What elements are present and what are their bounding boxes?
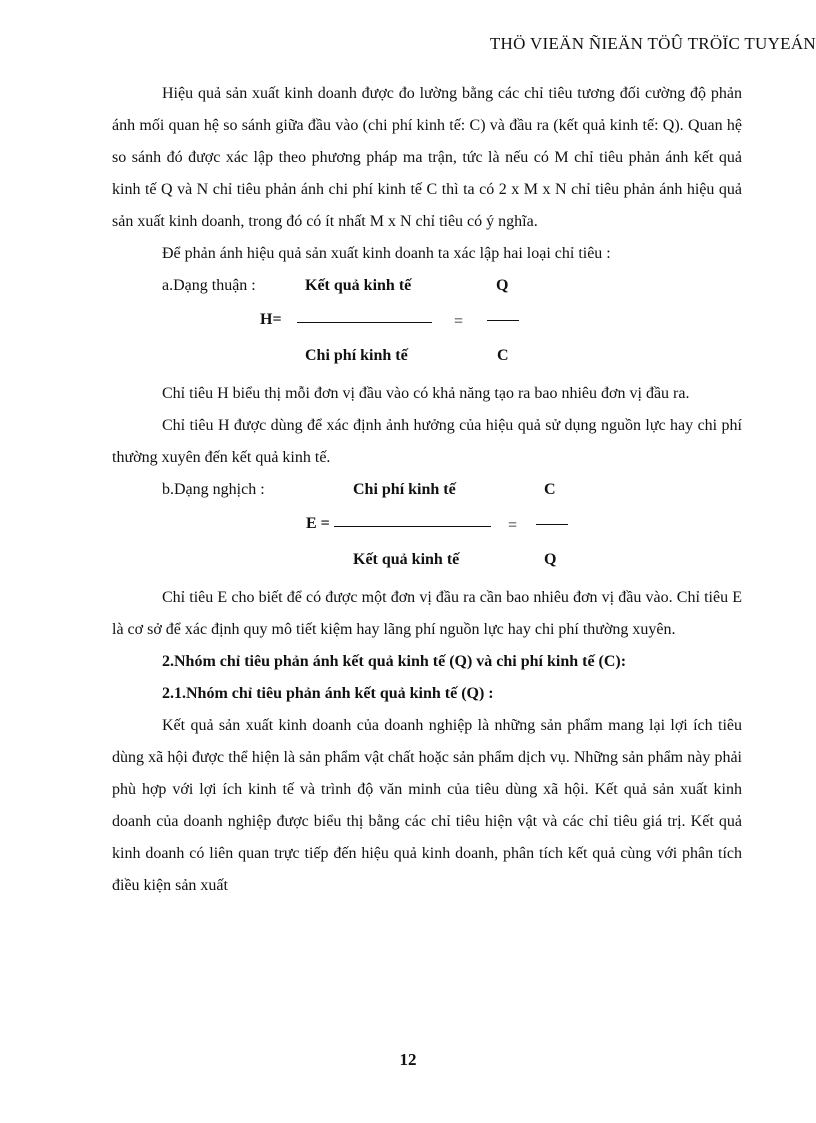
paragraph-two-indicators: Để phản ánh hiệu quả sản xuất kinh doanh ta xác lập hai loại chỉ tiêu : (162, 245, 611, 262)
paragraph-efficiency-definition: Hiệu quả sản xuất kinh doanh được đo lường bằng các chỉ tiêu tương đối cường độ phản ánh mối quan hệ so sánh giữa đầu vào (chi phí kinh tế: C) và đầu ra (kết quả kinh tế: Q). Quan hệ so sánh đó được xác lập theo phương pháp ma trận, tức là nếu có M chỉ tiêu phản ánh kết quả kinh tế Q và N chỉ tiêu phản ánh chi phí kinh tế C thì ta có 2 x M x N chỉ tiêu phản ánh hiệu quả sản xuất kinh doanh, trong đó có ít nhất M x N chỉ tiêu có ý nghĩa. (112, 85, 742, 230)
formula-inverse-lhs: E = (306, 515, 330, 532)
formula-direct (112, 270, 742, 378)
formula-inverse-numerator: Chi phí kinh tế (353, 481, 456, 498)
formula-direct-label: a.Dạng thuận : (162, 277, 256, 294)
page-number: 12 (399, 1050, 417, 1069)
formula-inverse-denominator: Kết quả kinh tế (353, 551, 460, 568)
formula-inverse (112, 474, 742, 582)
heading-section-2-1: 2.1.Nhóm chỉ tiêu phản ánh kết quả kinh tế (Q) : (162, 685, 494, 702)
formula-direct-short-fraction-bar (487, 320, 519, 321)
formula-direct-short-denominator: C (497, 347, 509, 364)
page-header: THÖ VIEÄN ÑIEÄN TÖÛ TRÖÏC TUYEÁN (489, 34, 816, 53)
heading-section-2: 2.Nhóm chỉ tiêu phản ánh kết quả kinh tế (Q) và chi phí kinh tế (C): (162, 653, 627, 670)
formula-direct-numerator: Kết quả kinh tế (305, 277, 412, 294)
paragraph-h-usage: Chỉ tiêu H được dùng để xác định ảnh hưởng của hiệu quả sử dụng nguồn lực hay chi phí thường xuyên đến kết quả kinh tế. (112, 417, 742, 466)
formula-direct-denominator: Chi phí kinh tế (305, 347, 408, 364)
formula-direct-lhs: H= (260, 311, 282, 328)
formula-inverse-equals: = (508, 517, 518, 534)
formula-inverse-short-denominator: Q (544, 551, 557, 568)
formula-inverse-label: b.Dạng nghịch : (162, 481, 265, 498)
paragraph-business-results: Kết quả sản xuất kinh doanh của doanh nghiệp là những sản phẩm mang lại lợi ích tiêu dùng xã hội được thể hiện là sản phẩm vật chất hoặc sản phẩm dịch vụ. Những sản phẩm này phải phù hợp với lợi ích kinh tế và trình độ văn minh của tiêu dùng xã hội. Kết quả sản xuất kinh doanh của doanh nghiệp được biểu thị bằng các chỉ tiêu hiện vật và các chỉ tiêu giá trị. Kết quả kinh doanh có liên quan trực tiếp đến hiệu quả kinh doanh, phân tích kết quả cùng với phân tích điều kiện sản xuất (112, 717, 742, 894)
formula-direct-short-numerator: Q (496, 277, 509, 294)
formula-inverse-short-numerator: C (544, 481, 556, 498)
paragraph-e-meaning: Chỉ tiêu E cho biết để có được một đơn vị đầu ra cần bao nhiêu đơn vị đầu vào. Chỉ tiêu E là cơ sở để xác định quy mô tiết kiệm hay lãng phí nguồn lực hay chi phí thường xuyên. (112, 589, 742, 638)
formula-inverse-fraction-bar (334, 526, 491, 527)
paragraph-h-meaning: Chỉ tiêu H biểu thị mỗi đơn vị đầu vào có khả năng tạo ra bao nhiêu đơn vị đầu ra. (162, 385, 690, 402)
document-body (112, 78, 742, 902)
formula-inverse-short-fraction-bar (536, 524, 568, 525)
formula-direct-equals: = (454, 313, 464, 330)
formula-direct-fraction-bar (297, 322, 432, 323)
